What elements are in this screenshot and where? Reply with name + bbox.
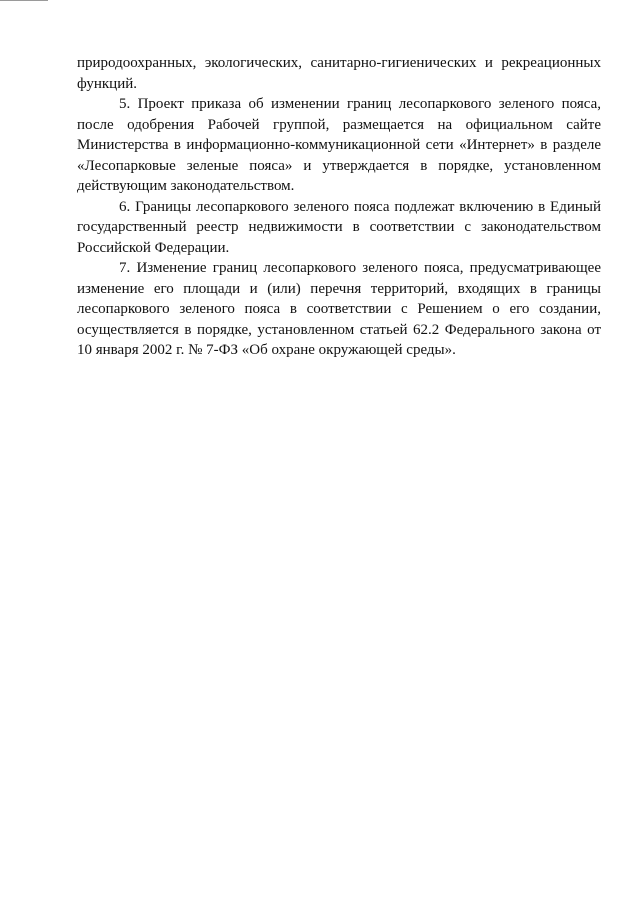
scan-edge-line	[0, 0, 48, 1]
paragraph-item-6: 6. Границы лесопаркового зеленого пояса подлежат включению в Единый государственный реестр недвижимости в соответствии с законодательством Российской Федерации.	[77, 198, 601, 256]
paragraph-item-7: 7. Изменение границ лесопаркового зеленого пояса, предусматривающее изменение его площади и (или) перечня территорий, входящих в границы лесопаркового зеленого пояса в соответствии с Решением о его создании, осуществляется в порядке, установленном статьей 62.2 Федерального закона от 10 января 2002 г. № 7-ФЗ «Об охране окружающей среды».	[77, 260, 601, 358]
paragraph-item-5: 5. Проект приказа об изменении границ лесопаркового зеленого пояса, после одобрения Рабочей группой, размещается на официальном сайте Министерства в информационно-коммуникационной сети «Интернет» в разделе «Лесопарковые зеленые пояса» и утверждается в порядке, установленном действующим законодательством.	[77, 96, 601, 194]
document-body	[77, 53, 601, 361]
paragraph-continuation: природоохранных, экологических, санитарно-гигиенических и рекреационных функций.	[77, 55, 601, 92]
